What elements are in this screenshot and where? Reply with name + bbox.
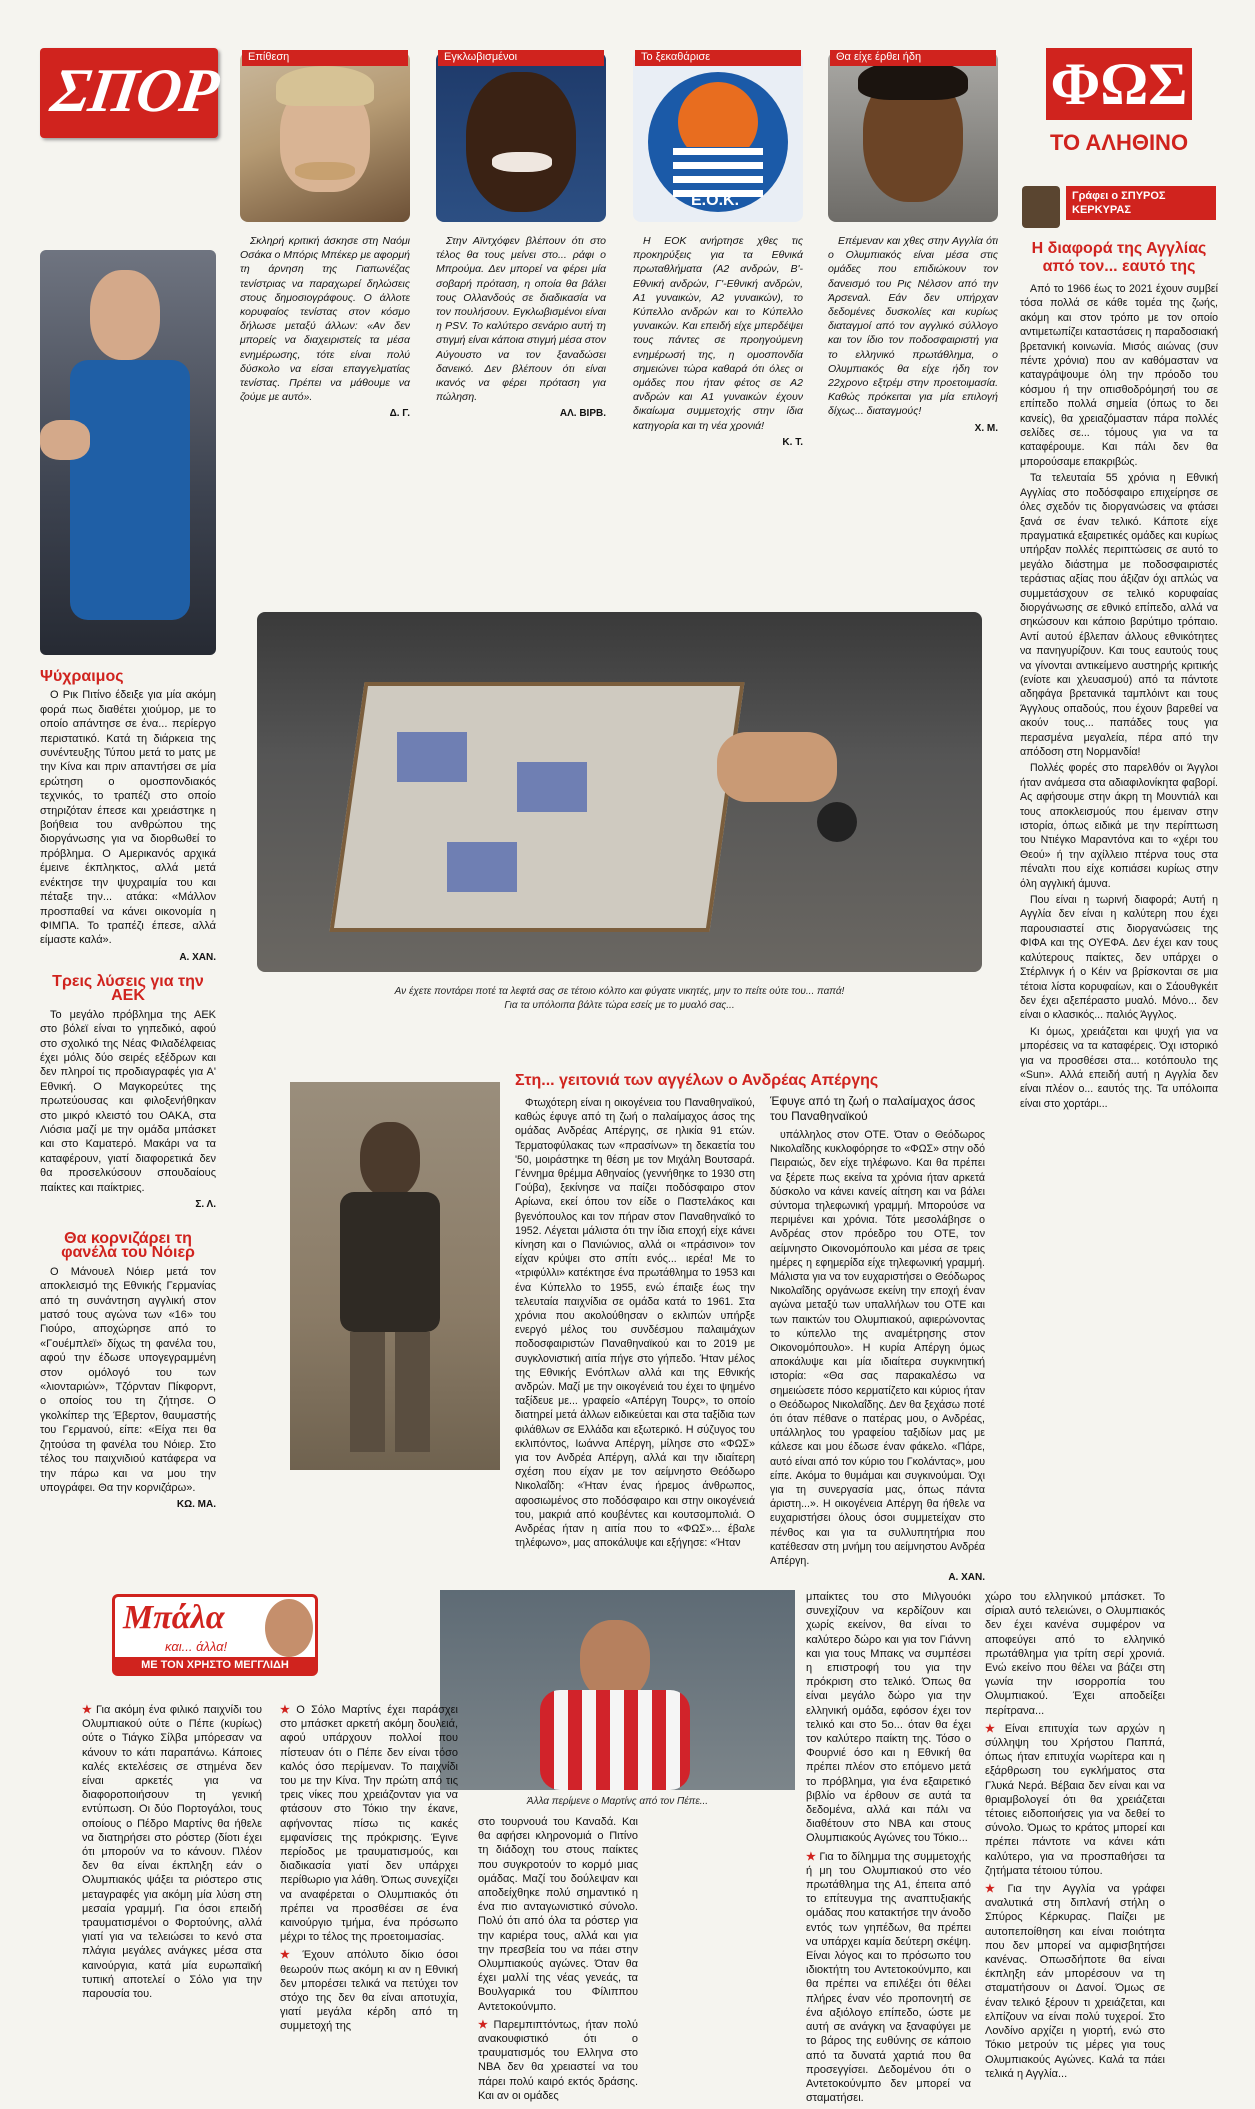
- item-epithesi-sig: Δ. Γ.: [389, 408, 410, 420]
- left-item-headline: Θα κορνιζάρει τη φανέλα του Νόιερ: [61, 1230, 195, 1262]
- item-xekatharise: [633, 234, 803, 450]
- mpala-col2-star-text: ★ Έχουν απόλυτο δίκιο όσοι θεωρούν πως ακόμη κι αν η Εθνική δεν μπορέσει τελικά να πετύχει τον στόχο της δεν θα είναι αποτυχία, γιατί μεγάλα κέρδη από τη συμμετοχή της: [280, 1949, 458, 2033]
- brand-box: [1020, 48, 1218, 173]
- mpala-logo: Μπάλα: [123, 1599, 225, 1636]
- mpala-logo-sub: και... άλλα!: [165, 1639, 228, 1654]
- mpala-col2-text: ★ Ο Σόλο Μαρτίνς έχει παράσχει στο μπάσκετ αρκετή ακόμη δουλειά, αφού υπάρχουν πολλοί που πίστευαν ότι ο Πέπε δεν είναι τόσο καλός όσο περίμεναν. Το παιχνίδι του με την Κίνα. Την πρώτη από τις τρεις νίκες που χρειάζονταν για να φτάσουν στο Τόκιο την έκανε, αφήνοντας πίσω τις κακές εμφανίσεις της πρόκρισης. Έγινε περίοδος με τραυματισμούς, και διαδικασία γιατί δεν υπάρχει περίθωριο για λάθη. Όπως συνεχίζει να αναφέρεται ο Ολυμπιακός ότι πρέπει να προσθέσει σε ένα καινούργιο τμήμα, ένα πρόσωπο μέχρι το τέλος της προετοιμασίας.: [280, 1704, 458, 1944]
- tab-egklovismenoi: Εγκλωβισμένοι: [438, 50, 604, 66]
- nelson-photo: [828, 52, 998, 222]
- item-tha-eixe-sig: Χ. Μ.: [974, 422, 998, 434]
- right-paragraph: Που είναι η τωρινή διαφορά; Αυτή η Αγγλία δεν είναι η καλύτερη που έχει παρουσιαστεί στις διοργανώσεις της ΦΙΦΑ και της ΟΥΕΦΑ. Δεν έχει καν τους καλύτερους παίκτες, δεν υπάρχει ο Στέρλινγκ ή ο Κέιν να βρίσκονται σε μια τέτοια λίστα κορυφαίων, και ο Σάουθγκέιτ δεν έχει αξεπέραστο μυαλό. Μόνο... δεν είναι ο κλασικός... παλιός Άγγλος.: [1020, 894, 1218, 1022]
- mpala-col5: [985, 1590, 1165, 2085]
- mpala-col4-text: μπαίκτες του στο Μιλγουόκι συνεχίζουν να κερδίζουν και χωρίς εκείνον, θα είναι το καλύτερο δώρο και για τον Γιάννη και για τους Μπακς να συμπέσει η επιστροφή του για την πρόκριση στο τελικό. Όπως θα είναι μεγάλο δώρο για την ελληνική ομάδα, εφόσον έχει τον τελικό και στο 5ο... όταν θα έχει τον καλύτερο παίκτη της. Τόσο ο Φουρνιέ όσο και η Εθνική θα πρέπει πλέον στο επόμενο μετά το πρόβλημα, για ένα εξαιρετικό βιβλίο να έρθουν σε αυτά τα δεδομένα, αλλά και πάλι να διαθέτουν στο ΝΒΑ και στους Ολυμπιακούς Αγώνες του Τόκιο...: [806, 1591, 971, 1845]
- mpala-col4: [806, 1590, 971, 2109]
- tab-xekatharise: Το ξεκαθάρισε: [635, 50, 801, 66]
- mpala-col5-text: χώρο του ελληνικού μπάσκετ. Το σίριαλ αυτό τελειώνει, ο Ολυμπιακός δεν έχει κανένα συμφέρον να αποφεύγει από το ελληνικό πρωτάθλημα για τρίτη σερί χρονιά. Ενώ εκείνο που θέλει να βάζει στη γωνία την ισορροπία του Ολυμπιακού. Έχει αποδείξει περίτρανα...: [985, 1591, 1165, 1717]
- left-item-psychraimos: [40, 670, 216, 965]
- section-logo-text: ΣΠΟΡ: [47, 57, 223, 125]
- left-item-text: Το μεγάλο πρόβλημα της ΑΕΚ στο βόλεϊ είναι το γηπεδικό, αφού στο σχολικό της Νέας Φιλαδέλφειας έχει μόλις δύο σειρές εξέδρων και δεν πληροί τις προδιαγραφές για Α' Εθνική. Ο Μαγκορεύτες της πρωτεύουσας και φιλοξενήθηκαν στο μικρό κλειστό του ΟΑΚΑ, στα Λιόσια μαζί με την ομάδα μπάσκετ και στο Καματερό. Μακάρι να τα καταφέρουν, γιατί διαφορετικά δεν θα προσελκύσουν σπουδαίους παίκτες και παίκτριες.: [40, 1008, 216, 1194]
- mpala-logo-box: [112, 1594, 318, 1676]
- item-tha-eixe: [828, 234, 998, 436]
- mpala-col5-star2-text: ★ Για την Αγγλία να γράφει αναλυτικά στη διπλανή στήλη ο Σπύρος Κέρκυρας. Παίζει με αυτοπεποίθηση και είναι ποιότητα που δεν μπορεί να αμφισβητήσει κανένας. Οπωσδήποτε θα είναι έκπληξη εάν μπορέσουν να τη σταματήσουν οι Δανοί. Όμως σε έναν τελικό ξέρουν τι χρειάζεται, και ελπίζουν να είναι πολύ τυχεροί. Στο Λονδίνο αρχίζει η γιορτή, ενώ στο Τόκιο μετρούν τις μέρες για τους Ολυμπιακούς Αγώνες. Καλά τα πάει τελικά η Αγγλία...: [985, 1883, 1165, 2080]
- left-item-sig: Α. ΧΑΝ.: [179, 951, 216, 963]
- mpala-col1: [82, 1703, 262, 2005]
- mpala-byline: ΜΕ ΤΟΝ ΧΡΗΣΤΟ ΜΕΓΓΛΙΔΗ: [115, 1657, 315, 1673]
- tab-epithesi: Επίθεση: [242, 50, 408, 66]
- left-item-sig: ΚΩ. ΜΑ.: [176, 1499, 216, 1511]
- item-egklovismenoi: [436, 234, 606, 422]
- mpala-col3-star-text: ★ Παρεμπιπτόντως, ήταν πολύ ανακουφιστικό ότι ο τραυματισμός του Ελληνα στο NBA δεν θα χρειαστεί να του πάρει πολύ καιρό εκτός δράσης. Και αν οι ομάδες: [478, 2018, 638, 2102]
- aperghis-col2: [770, 1128, 985, 1586]
- mpala-col1-text: ★ Για ακόμη ένα φιλικό παιχνίδι του Ολυμπιακού ούτε ο Πέπε (κυρίως) ούτε ο Τιάγκο Σίλβα μπόρεσαν να κάνουν το κάτι παραπάνω. Κάποιες καλές εκτελέσεις σε στημένα δεν είναι αρκετές για να διαφοροποιήσουν τη γενική εντύπωση. Οι δύο Πορτογάλοι, τους οποίους ο Πέδρο Μαρτίνς θα ήθελε να διατηρήσει στο ρόστερ (δίοτι έχει ότι μπορούν να το κάνουν. Πλέον δεν θα είναι έκπληξη εάν ο Ολυμπιακός ψάξει τα ριόστερο στις μεταγραφές για ακόμη μία λύση στη μεσαία γραμμή. Για όσοι επειδή τραυματισμένοι ο Φορτούνης, αλλά γιατί για να τελειώσει το κενό στα πλάγια μεγάλες ανάγκες μέσα στα καινούργια, κατά μία ευρωπαϊκή τυπική αποτελεί ο Σόλο για την παρουσία του.: [82, 1704, 262, 2001]
- fortounis-photo: [440, 1590, 795, 1790]
- left-item-text: Ο Ρικ Πιτίνο έδειξε για μία ακόμη φορά πως διαθέτει χιούμορ, με το οποίο απάντησε σε ένα... περίεργο περιστατικό. Κατά τη διάρκεια της συνέντευξης Τύπου μετά το ματς με την Κίνα και πριν απαντήσει σε μία ερώτηση ο ομοσπονδιακός τεχνικός, το τραπέζι στο οποίο στηριζόταν έπεσε και χρειάστηκε η βοήθεια του ανθρώπου της διοργάνωσης για να διορθωθεί το πρόβλημα. Ο Αμερικανός αρχικά έμεινε έκπληκτος, αλλά μετά ενέκτησε την ψυχραιμία του και πέταξε την... ατάκα: «Μάλλον προσπαθεί να κάνει οικονομία η ΦΙΜΠΑ. Το τραπέζι έπεσε, αλλά είμαστε καλά».: [40, 689, 216, 947]
- left-item-aek: [40, 975, 216, 1213]
- item-epithesi: [240, 234, 410, 422]
- right-paragraph: Κι όμως, χρειάζεται και ψυχή για να μπορέσεις να τα καταφέρεις. Όχι ιστορικό για να προσθέσει στα... κοτόπουλο της «Sun». Αλλά επειδή αυτή η Αγγλία δεν είναι πλέον ο... εαυτός της. Τα υπόλοιπα είναι στο χορτάρι...: [1020, 1025, 1218, 1110]
- right-paragraph: Από το 1966 έως το 2021 έχουν συμβεί τόσα πολλά σε κάθε τομέα της ζωής, ακόμη και στον τρόπο με τον οποίο αντιμετωπίζει καταστάσεις η παραδοσιακή βρετανική κοινωνία. Μισός αιώνας (συν πέντε χρόνια) που αν καθόμασταν να καταγράψουμε όλη την πρόοδο του κόσμου ή την οπισθοδρόμησή του σε επίπεδο πολλά σημεία (όπως το δει κανείς), θα χρειαζόμασταν πάρα πολλές σελίδες σε... τόμους για να τα καταφέρουμε. Και πάλι δεν θα μπορούσαμε επακριβώς.: [1020, 283, 1218, 468]
- byline-avatar: [1022, 186, 1060, 228]
- section-logo: [40, 48, 223, 138]
- becker-photo: [240, 52, 410, 222]
- item-xekatharise-text: Η ΕΟΚ ανήρτησε χθες τις προκηρύξεις για τα Εθνικά πρωταθλήματα (Α2 ανδρών, Β'-Εθνική ανδρών, Γ'-Εθνική ανδρών, Α1 γυναικών, Α2 γυναικών), το Κύπελλο ανδρών και το Κύπελλο γυναικών. Και επειδή είχε μπερδέψει τους πάντες σε προηγούμενη ενημέρωσή της, η ομοσπονδία σημειώνει τώρα καθαρά ότι όλες οι ομάδες που ήταν φέτος σε Α2 ανδρών και Α1 γυναικών έχουν δικαίωμα συμμετοχής στην ίδια κατηγορία και τη νέα χρονιά!: [633, 235, 803, 432]
- mpala-col2: [280, 1703, 458, 2038]
- aperghis-col1-text: Φτωχότερη είναι η οικογένεια του Παναθηναϊκού, καθώς έφυγε από τη ζωή ο παλαίμαχος άσος της ομάδας Ανδρέας Απέργης, σε ηλικία 91 ετών. Τερματοφύλακας των «πρασίνων» τη δεκαετία του '50, μοιράστηκε τη θέση με τον Μιχάλη Βουτσαρά. Γέννημα θρέμμα Αθηναίος (γεννήθηκε το 1930 στη Γούβα), ξεκίνησε να παίζει ποδόσφαιρο στον Αρίωνα, εκεί όπου τον είδε ο Παστελάκος και βγενόπουλος και τον πήραν στον Παναθηναϊκό το 1952. Λέγεται μάλιστα ότι την ίδια εποχή είχε κάνει κίνηση και ο Πανιώνιος, αλλά οι «πράσινοι» τον είχαν κρύψει στο σπίτι ενός... ιερέα! Με το «τριφύλλι» κατέκτησε ένα πρωτάθλημα το 1953 και ένα Κύπελλο το 1955, ενώ έπαιξε έως την τελευταία παιχνίδια σε ομάδα κατά το 1961. Στα χρόνια που ακολούθησαν ο εκλιπών υπήρξε ενεργό μέλος του συνδέσμου παλαιμάχων ποδοσφαιριστών Παναθηναϊκού και το 2019 με συγκλονιστική αιτία πήγε στο γήπεδο. Ήταν μέλος της Εθνικής Ενόπλων αλλά και της Εθνικής ανδρών. Μαζί με την οικογένειά του έχει το ψημένο ταξίδευε με... γραφείο «Απέργη Τουρς», το οποίο διατηρεί μετά άλλων ειδικεύεται και στα ταξίδια των φιλάθλων σε Ελλάδα και εξωτερικό. Η σύζυγος του εκλιπόντος, Ιωάννα Απέργη, μίλησε στο «ΦΩΣ» για τον Ανδρέα Απέργη, αλλά και την ιδιαίτερη σχέση που είχαν με τον αείμνηστο Θεόδωρο Νικολαΐδη: «Ήταν ένας ήρεμος άνθρωπος, αφοσιωμένος στο ποδόσφαιρο και στην οικογένειά του, μακριά από κουβέντες και κουτσομπολιά. Ο Ανδρέας ήταν η αιτία που το «ΦΩΣ»... έβαλε τηλέφωνο», μας αποκάλυψε και εξήγησε: «Ήταν: [515, 1097, 755, 1550]
- left-item-headline: Τρεις λύσεις για την ΑΕΚ: [52, 973, 204, 1005]
- aperghis-photo: [290, 1082, 500, 1470]
- item-epithesi-text: Σκληρή κριτική άσκησε στη Ναόμι Οσάκα ο Μπόρις Μπέκερ με αφορμή τη άρνηση της Γιαπωνέζας τενίστριας να παραχωρεί δηλώσεις στους δημοσιογράφους. Ο άλλοτε κορυφαίος τενίστας στον κόσμο δήλωσε μεταξύ άλλων: «Αν δεν μπορείς να διαχειριστείς τα μέσα ενημέρωσης, τότε είναι πολύ δύσκολο να είσαι επαγγελματίας τενίστας. Πρέπει να μάθουμε να ζούμε με αυτό».: [240, 235, 411, 404]
- mpala-col2-body: Ο Σόλο Μαρτίνς έχει παράσχει στο μπάσκετ αρκετή ακόμη δουλειά, αφού υπάρχουν πολλοί που πίστευαν ότι ο Πέπε δεν είναι τόσο καλός όσο περίμεναν. Το παιχνίδι του με την Κίνα. Την πρώτη από τις τρεις νίκες που χρειάζονταν για να φτάσουν στο Τόκιο την έκανε, αφήνοντας πίσω τις κακές εμφανίσεις της πρόκρισης. Έγινε περίοδος με τραυματισμούς, και διαδικασία γιατί δεν υπάρχει περίθωριο για λάθη. Όπως συνεχίζει να αναφέρεται ο Ολυμπιακός ότι πρέπει να προσθέσει σε ένα καινούργιο τμήμα, ένα πρόσωπο μέχρι το τέλος της προετοιμασίας.: [280, 1704, 458, 1944]
- pitino-photo: [40, 250, 216, 655]
- right-paragraph: Πολλές φορές στο παρελθόν οι Άγγλοι ήταν ανάμεσα στα αδιαφιλονίκητα φαβορί. Ας αφήσουμε στην άκρη τη Μουντιάλ και τους αποκλεισμούς που έμειναν στην ιστορία, όπως ειδικά με την περίπτωση του Ντιέγκο Μαραντόνα και το «χέρι του Θεού» ή την αχίλλειο πτέρνα τους στα πέναλτι που είχε κοπιάσει κυρίως στην όλη αγγλική άμυνα.: [1020, 762, 1218, 890]
- left-item-text: Ο Μάνουελ Νόιερ μετά τον αποκλεισμό της Εθνικής Γερμανίας από τη συνάντηση αγγλική στον ματσό τους αγώνα των «16» του Γιούρο, αποχώρησε από το «Γουέμπλεϊ» δίχως τη φανέλα του, αφού την έδωσε υπογεγραμμένη στον ομόλογό του των «λιονταριών», Τζόρνταν Πίκφορντ, ο οποίος του τη ζήτησε. Ο γκολκίπερ της Έβερτον, θαυμαστής του Γερμανού, είπε: «Είχα πει θα ζητούσα τη φανέλα του Νόιερ. Στο τέλος του παιχνιδιού κατάφερα να την πάρω και να μου την υπογράφει. Θα την κορνιζάρω».: [40, 1265, 216, 1494]
- byline-text: Γράφει ο ΣΠΥΡΟΣ ΚΕΡΚΥΡΑΣ: [1066, 186, 1216, 220]
- fortounis-caption: Άλλα περίμενε ο Μαρτίνς από τον Πέπε...: [526, 1796, 709, 1807]
- mpala-col1-body: Για ακόμη ένα φιλικό παιχνίδι του Ολυμπιακού ούτε ο Πέπε (κυρίως) ούτε ο Τιάγκο Σίλβα μπόρεσαν να κάνουν το κάτι παραπάνω. Κάποιες καλές εκτελέσεις σε στημένα δεν είναι αρκετές για να διαφοροποιήσουν τη γενική εντύπωση. Οι δύο Πορτογάλοι, τους οποίους ο Πέδρο Μαρτίνς θα ήθελε να διατηρήσει στο ρόστερ (δίοτι έχει ότι μπορούν να το κάνουν. Πλέον δεν θα είναι έκπληξη εάν ο Ολυμπιακός ψάξει τα ριόστερο στις μεταγραφές για ακόμη μία λύση στη μεσαία γραμμή. Για όσοι επειδή τραυματισμένοι ο Φορτούνης, αλλά γιατί για να τελειώσει το κενό στα πλάγια μεγάλες ανάγκες μέσα στα καινούργια, κατά μία ευρωπαϊκή τυπική αποτελεί ο Σόλο για την παρουσία του.: [82, 1704, 262, 2001]
- mpala-col5-star1-text: ★ Είναι επιτυχία των αρχών η σύλληψη του Χρήστου Παππά, όπως ήταν επιτυχία νωρίτερα και η εξάρθρωση του εγκλήματος στα Γλυκά Νερά. Βέβαια δεν είναι και να θριαμβολογεί ότι θα χρειάζεται τέτοιες ειδοποιήσεις για να δεθεί το σύνολο. Όμως το κράτος μπορεί και πρέπει πάντοτε να κάνει κάτι καλύτερο, για να προσπαθήσει τα ζητήματα τέτοιου τύπου.: [985, 1722, 1165, 1877]
- mpala-col5-star2-body: Για την Αγγλία να γράφει αναλυτικά στη διπλανή στήλη ο Σπύρος Κέρκυρας. Παίζει με αυτοπεποίθηση και είναι ποιότητα που δεν μπορεί να αμφισβητήσει κανένας. Οπωσδήποτε θα είναι έκπληξη εάν μπορέσουν να τη σταματήσουν οι Δανοί. Όμως σε έναν τελικό ξέρουν τι χρειάζεται, και ελπίζουν να είναι πολύ τυχεροί. Στο Λονδίνο αρχίζει η γιορτή, ενώ στο Τόκιο μετρούν τις μέρες για τους Ολυμπιακούς Αγώνες. Καλά τα πάει τελικά η Αγγλία...: [985, 1883, 1165, 2080]
- aperghis-sig: Α. ΧΑΝ.: [948, 1572, 985, 1584]
- right-column-article: [1020, 240, 1218, 1113]
- right-paragraph: Τα τελευταία 55 χρόνια η Εθνική Αγγλίας στο ποδόσφαιρο επιχείρησε σε όλες σχεδόν τις διοργανώσεις να φτάσει ξανά σε έναν τελικό. Κάποτε είχε πραγματικά εξαιρετικές ομάδες και κυρίως υπήρξαν πολλές περιπτώσεις σε αυτό το μεγάλο διάστημα με ποδοσφαιριστές τεράστιας αξίας που άξιζαν όχι απλώς να συμμετάσχουν σε τελικό κορυφαίας διοργάνωσης σε εθνικό επίπεδο, αλλά να σηκώσουν και κάποιο βαρύτιμο τρόπαιο. Αντί αυτού έβλεπαν άλλους εθνικότητες να πανηγυρίζουν. Και τους εαυτούς τους να γίνονται αντικείμενο αυστηρής κριτικής (ενίοτε και χλευασμού) από τα πάντοτε αδηφάγα βρετανικά ταμπλόιντ και τους Άγγλους οπαδούς, που έχουν βαρεθεί να ακούν τους... παπάδες τους για περασμένα μεγαλεία, πέρα από την απόδοση στη Νορμανδία!: [1020, 472, 1218, 758]
- item-tha-eixe-text: Επέμεναν και χθες στην Αγγλία ότι ο Ολυμπιακός είναι μέσα στις ομάδες που επιδιώκουν τον δανεισμό του Ρις Νέλσον από την Άρσεναλ. Εάν δεν υπήρχαν δεδομένες δυσκολίες και κυρίως διαταγμοί από τον αγγλικό σύλλογο και τον ίδιο τον ποδοσφαιριστή για το ελληνικό πρωτάθλημα, ο Ολυμπιακός θα είχε ήδη τον 22χρονο εξτρέμ στην προετοιμασία. Καθώς πρόκειται για μία επιλογή δίχως... διαταγμούς!: [828, 235, 998, 418]
- left-item-headline: Ψύχραιμος: [40, 668, 124, 685]
- item-xekatharise-sig: Κ. Τ.: [782, 436, 803, 448]
- bruma-photo: [436, 52, 606, 222]
- feature-photo-cards: [257, 612, 982, 972]
- left-item-sig: Σ. Λ.: [195, 1199, 216, 1211]
- aperghis-subtitle: Έφυγε από τη ζωή ο παλαίμαχος άσος του Παναθηναϊκού: [770, 1094, 976, 1123]
- byline-box: [1022, 186, 1218, 230]
- aperghis-title: Στη... γειτονιά των αγγέλων ο Ανδρέας Απέργης: [515, 1072, 879, 1089]
- aperghis-col1: [515, 1096, 755, 1553]
- aperghis-col2-text: υπάλληλος στον ΟΤΕ. Όταν ο Θεόδωρος Νικολαΐδης κυκλοφόρησε το «ΦΩΣ» στην οδό Πειραιώς, δεν είχε τηλέφωνο. Και θα πρέπει να ξέρετε πως εκείνα τα χρόνια ήταν αρκετά δύσκολο να κάνει κανείς αίτηση και να βάλει σύντομα τηλεφωνική γραμμή. Μπορούσε να περιμένει και χρόνια. Τότε μεσολάβησε ο Ανδρέας στον πρόεδρο του ΟΤΕ, τον αείμνηστο Οικονομόπουλο και μέσα σε τρεις ημέρες η εφημερίδα είχε τηλεφωνική γραμμή. Μάλιστα για να τον ευχαριστήσει ο Θεόδωρος Νικολαΐδης οργάνωσε εκείνη την εποχή έναν αγώνα μεταξύ των υπαλλήλων του ΟΤΕ και των παικτών του Ολυμπιακού, αφιερώνοντας το κύπελλο της αναμέτρησης στον Οικονομόπουλο». Η κυρία Απέργη όμως αποκάλυψε και μία ιδιαίτερα συγκινητική ιστορία: «Θα σας παρακαλέσω να σημειώσετε πόσο κερματίζετο και κύριος ήταν ο Θεόδωρος Νικολαΐδης. Δεν θα ξεχάσω ποτέ ότι όταν πέθανε ο πατέρας μου, ο Ανδρέας, υπάλληλος του γραφείου ταξιδίων μας με κάλεσε και μου έδωσε έναν φάκελο. «Πάρε, αυτό είναι από τον κύριο του Γκολάντας», μου είπε. Ακόμα το θυμάμαι και συγκινούμαι. Όχι για τη συνεργασία μας, όπως πάντα άριστη...». Η οικογένεια Απέργη θα ήθελε να ευχαριστήσει όλους όσοι συμμετείχαν στο πένθος και για τα συλλυπητήρια που κατέθεσαν στη μνήμη του αείμνηστου Ανδρέα Απέργη.: [770, 1129, 985, 1568]
- mpala-col5-star1-body: Είναι επιτυχία των αρχών η σύλληψη του Χρήστου Παππά, όπως ήταν επιτυχία νωρίτερα και η εξάρθρωση του εγκλήματος στα Γλυκά Νερά. Βέβαια δεν είναι και να θριαμβολογεί ότι θα χρειάζεται τέτοιες ειδοποιήσεις για να δεθεί το σύνολο. Όμως το κράτος μπορεί και πρέπει πάντοτε να κάνει κάτι καλύτερο, για να προσπαθήσει τα ζητήματα τέτοιου τύπου.: [985, 1722, 1165, 1877]
- item-egklovismenoi-text: Στην Αϊντχόφεν βλέπουν ότι στο τέλος θα τους μείνει στο... ράφι ο Μπρούμα. Δεν μπορεί να φέρει μία σοβαρή πρόταση, η οποία θα βάλει τους Ολλανδούς σε διαδικασία να τον πουλήσουν. Εγκλωβισμένοι είναι η PSV. Το καλύτερο σενάριο αυτή τη στιγμή είναι κάποια στιγμή μέσα στον Αύγουστο να τον ξαναδώσει δανεικό. Δεν βλέπουν ότι είναι ικανός να φέρει πρόταση για πώληση.: [436, 235, 606, 404]
- tab-tha-eixe-erthei: Θα είχε έρθει ήδη: [830, 50, 996, 66]
- brand-subtitle: ΤΟ ΑΛΗΘΙΝΟ: [1049, 130, 1189, 155]
- mpala-col2-star-body: Έχουν απόλυτο δίκιο όσοι θεωρούν πως ακόμη κι αν η Εθνική δεν μπορέσει τελικά να πετύχει τον στόχο της δεν θα είναι αποτυχία, γιατί μεγάλα κέρδη από τη συμμετοχή της: [280, 1949, 458, 2033]
- feature-caption-2: Για τα υπόλοιπα βάλτε τώρα εσείς με το μυαλό σας...: [504, 1000, 735, 1011]
- mpala-col4-star-body: Για το δίλημμα της συμμετοχής ή μη του Ολυμπιακού στο νέο πρωτάθλημα της Α1, έπειτα από το επίτευγμα της αναπτυξιακής ομάδας που κατακτήσε την άνοδο εντός των γηπέδων, θα πρέπει να υπάρχει καμία δεύτερη σκέψη. Είναι λόγος και το πρόσωπο του ιδιοκτήτη του Αντετοκούνμπο, και θα πρέπει να επιλέξει ότι θέλει πλήρες έναν νέο προπονητή σε ένα αξιόλογο επίπεδο, ώστε με αυτή σε ανάγκη να ξαναφύγει με το βάρος της ευθύνης σε κάποιο από τα δυνατά χαρτιά που θα προσεγγίσει. Δεδομένου ότι ο Αντετοκούνμπο δεν μπορεί να σταματήσει.: [806, 1850, 971, 2105]
- item-egklovismenoi-sig: ΑΛ. ΒΙΡΒ.: [559, 408, 606, 420]
- mpala-avatar: [265, 1599, 313, 1657]
- mpala-col4-star-text: ★ Για το δίλημμα της συμμετοχής ή μη του Ολυμπιακού στο νέο πρωτάθλημα της Α1, έπειτα από το επίτευγμα της αναπτυξιακής ομάδας που κατακτήσε την άνοδο εντός των γηπέδων, θα πρέπει να υπάρχει καμία δεύτερη σκέψη. Είναι λόγος και το πρόσωπο του ιδιοκτήτη του Αντετοκούνμπο, και θα πρέπει να επιλέξει ότι θέλει πλήρες έναν νέο προπονητή σε ένα αξιόλογο επίπεδο, ώστε με αυτή σε ανάγκη να ξαναφύγει με το βάρος της ευθύνης σε κάποιο από τα δυνατά χαρτιά που θα προσεγγίσει. Δεδομένου ότι ο Αντετοκούνμπο δεν μπορεί να σταματήσει.: [806, 1850, 971, 2105]
- feature-caption-1: Αν έχετε ποντάρει ποτέ τα λεφτά σας σε τέτοιο κόλπο και φύγατε νικητές, μην το πείτε ούτε του... παπά!: [394, 986, 845, 997]
- eok-logo-photo: Ε.Ο.Κ.: [633, 52, 803, 222]
- mpala-col3-text: στο τουρνουά του Καναδά. Και θα αφήσει κληρονομιά ο Πιτίνο τη διάδοχη του στους παίκτες που συγκροτούν το κορμό μιας ομάδας. Μαζί του δούλεψαν και αποδείχθηκε πολύ σημαντικό η ένα πιο ανταγωνιστικό σύνολο. Πολύ ότι από όλα τα ρόστερ για την καριέρα τους, αλλά και για την πρεσβεία του να πάει στην Ολυμπιακούς αγώνες. Όταν θα έχει μαλλί της νέας γενεάς, τα Βουλγαρικά του Φίλιππου Αντετοκούνμπο.: [478, 1816, 638, 2013]
- mpala-col3-star-body: Παρεμπιπτόντως, ήταν πολύ ανακουφιστικό ότι ο τραυματισμός του Ελληνα στο NBA δεν θα χρειαστεί να του πάρει πολύ καιρό εκτός δράσης. Και αν οι ομάδες: [478, 2018, 638, 2102]
- right-headline: Η διαφορά της Αγγλίας από τον... εαυτό της: [1031, 240, 1207, 275]
- mpala-col3: [478, 1815, 638, 2107]
- left-item-noier: [40, 1232, 216, 1513]
- brand-logo: ΦΩΣ: [1046, 48, 1192, 120]
